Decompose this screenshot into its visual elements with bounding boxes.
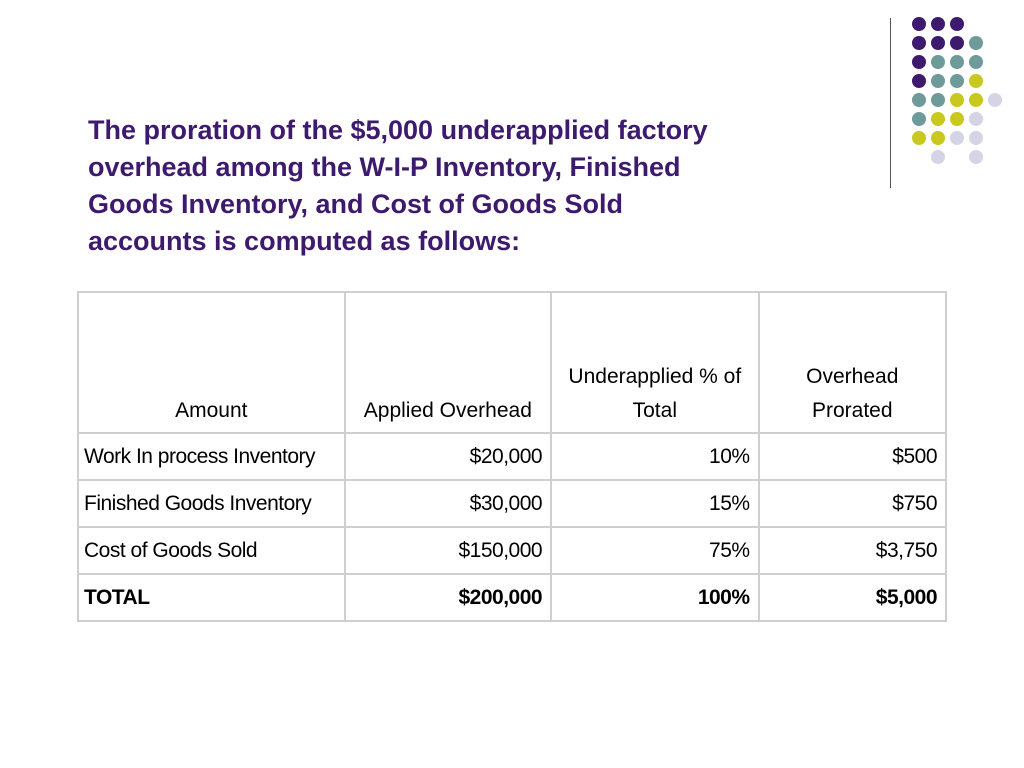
row-label: Cost of Goods Sold [78,527,345,574]
decorative-dot [912,36,926,50]
row-applied-overhead: $150,000 [345,527,551,574]
decorative-dot [969,55,983,69]
total-row [78,574,946,621]
decorative-dot [931,93,945,107]
decorative-dot [969,150,983,164]
decorative-dot [931,36,945,50]
decorative-dot [950,131,964,145]
decorative-dot [912,55,926,69]
row-percent: 10% [551,433,758,480]
decorative-dot [931,131,945,145]
decorative-dot [950,74,964,88]
row-applied-overhead: $30,000 [345,480,551,527]
decorative-dot [950,93,964,107]
row-prorated: $750 [759,480,946,527]
decorative-dot [988,93,1002,107]
row-percent: 75% [551,527,758,574]
table-row [78,433,946,480]
table-header-row [78,292,946,433]
decorative-dot [950,55,964,69]
slide-title: The proration of the $5,000 underapplied factory overhead among the W-I-P Inventory, Finished Goods Inventory, and Cost of Goods Sold accounts is computed as follows: [88,115,708,256]
decorative-dot [950,112,964,126]
decorative-dot [950,17,964,31]
decorative-dot-grid [906,12,1006,172]
decorative-dot [931,112,945,126]
decorative-dot [969,131,983,145]
decorative-dot [931,74,945,88]
decorative-dot [912,17,926,31]
row-label: Work In process Inventory [78,433,345,480]
decorative-dot [969,74,983,88]
decorative-dot [931,17,945,31]
header-applied-overhead: Applied Overhead [345,292,551,433]
header-amount: Amount [78,292,345,433]
decorative-dot [950,36,964,50]
total-label: TOTAL [78,574,345,621]
decorative-dot [931,150,945,164]
total-prorated: $5,000 [759,574,946,621]
decorative-dot [969,112,983,126]
header-underapplied-percent: Underapplied % of Total [551,292,758,433]
decorative-dot [912,93,926,107]
row-percent: 15% [551,480,758,527]
decorative-dot [931,55,945,69]
decorative-dot [969,93,983,107]
decorative-dot [912,74,926,88]
total-percent: 100% [551,574,758,621]
vertical-divider [890,18,891,188]
proration-table [77,291,947,622]
decorative-dot [969,36,983,50]
decorative-dot [912,112,926,126]
total-applied-overhead: $200,000 [345,574,551,621]
table-row [78,480,946,527]
row-prorated: $3,750 [759,527,946,574]
header-overhead-prorated: Overhead Prorated [759,292,946,433]
decorative-dot [912,131,926,145]
table-row [78,527,946,574]
row-label: Finished Goods Inventory [78,480,345,527]
row-prorated: $500 [759,433,946,480]
row-applied-overhead: $20,000 [345,433,551,480]
